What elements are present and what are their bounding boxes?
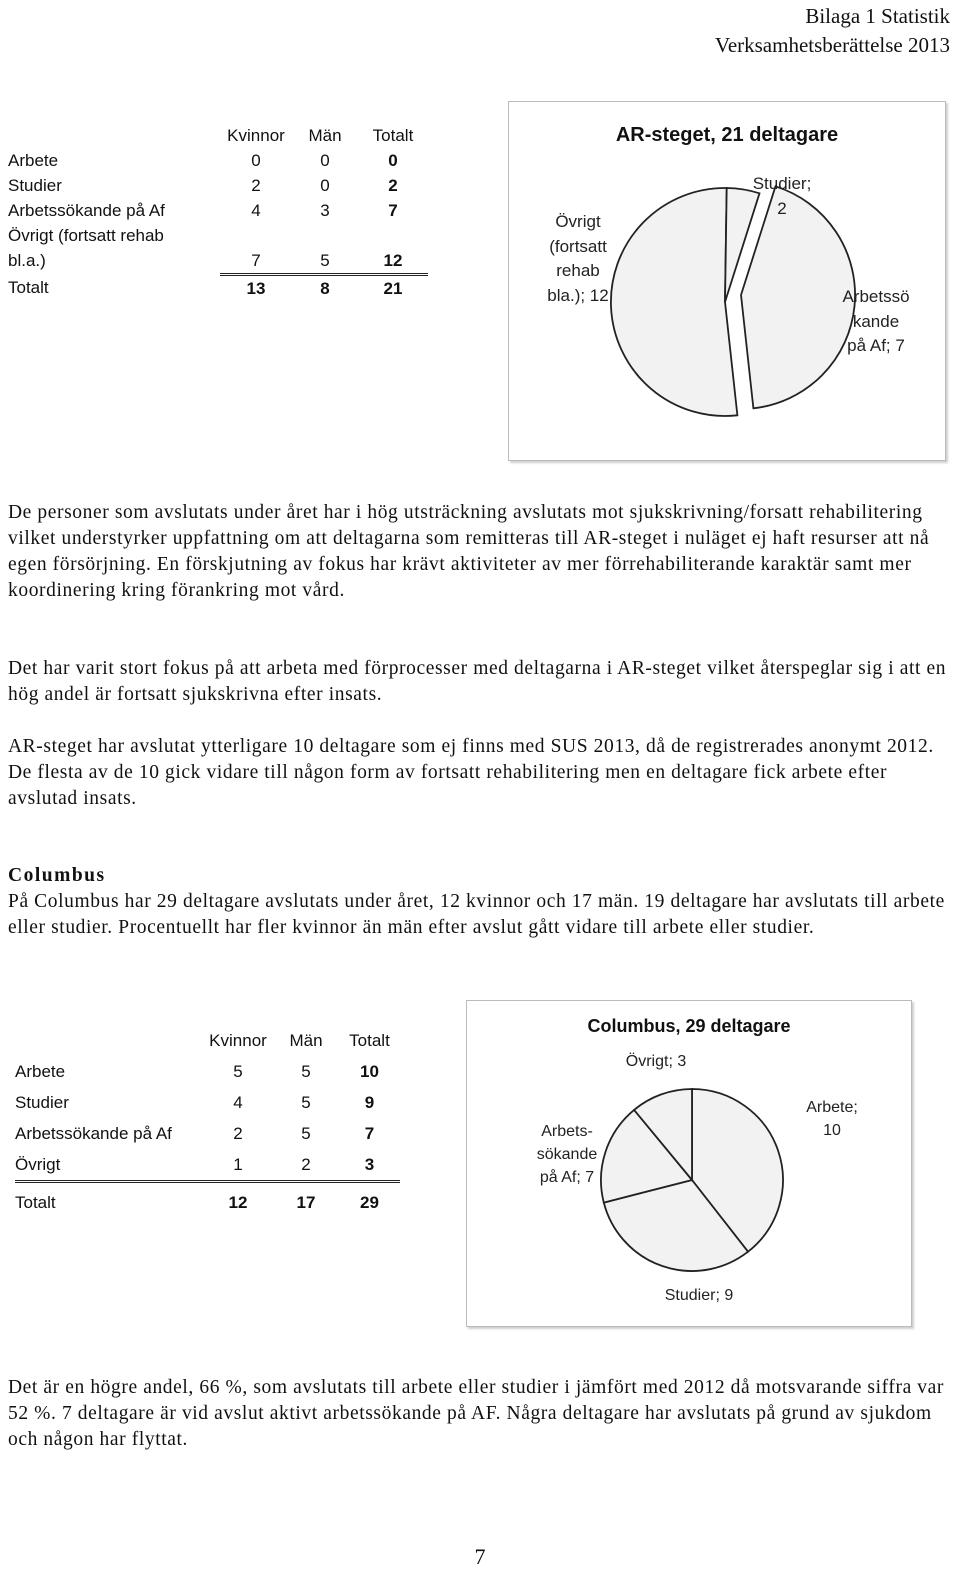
cell-value: 0	[320, 175, 330, 195]
column-header: Kvinnor	[209, 1030, 267, 1050]
cell-value: 10	[360, 1061, 379, 1081]
table-row	[8, 248, 428, 275]
chart-title: Columbus, 29 deltagare	[587, 1016, 791, 1036]
table-header-row	[15, 1025, 400, 1056]
page-header	[715, 2, 950, 60]
column-header: Totalt	[372, 125, 414, 145]
cell-value: 4	[233, 1092, 243, 1112]
table-row	[15, 1118, 400, 1149]
columbus-chart	[466, 1000, 912, 1327]
cell-value: 3	[320, 200, 330, 220]
ar-steget-chart	[508, 101, 946, 461]
cell-value: 5	[301, 1061, 311, 1081]
chart-title: AR-steget, 21 deltagare	[615, 124, 839, 146]
row-label: Övrigt	[15, 1149, 203, 1182]
cell-value: 0	[388, 150, 398, 170]
cell-value: 0	[320, 150, 330, 170]
table-row	[15, 1149, 400, 1182]
paragraph: Det har varit stort fokus på att arbeta med förprocesser med deltagarna i AR-steget vilket återspeglar sig i att en hög andel är fortsatt sjukskrivna efter insats.	[8, 658, 947, 705]
table-row	[8, 148, 428, 173]
table-row	[15, 1087, 400, 1118]
cell-value: 7	[220, 248, 292, 275]
cell-value: 21	[383, 278, 403, 298]
table-header-row	[8, 123, 428, 148]
row-label: Arbetssökande på Af	[15, 1123, 172, 1143]
cell-value: 2	[388, 175, 398, 195]
table-row	[8, 173, 428, 198]
section-heading: Columbus	[8, 865, 106, 886]
pie-label-ovrigt: Övrigt (fortsatt rehab bla.); 12	[547, 212, 609, 305]
pie-label-ovrigt: Övrigt; 3	[625, 1053, 687, 1070]
table-total-row	[8, 275, 428, 302]
cell-value: 2	[251, 175, 261, 195]
cell-value: 13	[246, 278, 266, 298]
cell-value: 12	[358, 248, 428, 275]
row-label: Övrigt (fortsatt rehab	[8, 225, 164, 245]
page-number: 7	[474, 1544, 486, 1569]
column-header: Totalt	[349, 1030, 390, 1050]
pie-label-arbetssokande: Arbetssö kande på Af; 7	[842, 287, 910, 356]
paragraph: De personer som avslutats under året har i hög utsträckning avslutats mot sjukskrivning/forsatt rehabilitering vilket understyrker uppfattning om att deltagarna som remitteras till AR-steget i nuläget ej haft resurser att nå egen försörjning. En förskjutning av fokus har krävt aktiviteter av mer förrehabiliterande karaktär samt mer koordinering kring förankring mot vård.	[8, 502, 930, 601]
pie-label-studier: Studier; 9	[664, 1287, 734, 1304]
columbus-table	[15, 1025, 400, 1223]
cell-value: 7	[388, 200, 398, 220]
row-label: Totalt	[8, 277, 49, 297]
header-subtitle: Verksamhetsberättelse 2013	[714, 33, 950, 57]
row-label: Studier	[8, 175, 62, 195]
cell-value: 5	[233, 1061, 243, 1081]
cell-value: 12	[228, 1193, 248, 1212]
pie-label-arbetssokande: Arbets- sökande på Af; 7	[536, 1123, 598, 1187]
row-label: Totalt	[15, 1193, 56, 1212]
row-label: bl.a.)	[8, 251, 46, 271]
cell-value: 17	[296, 1193, 316, 1212]
paragraph: Det är en högre andel, 66 %, som avslutats till arbete eller studier i jämfört med 2012 då motsvarande siffra var 52 %. 7 deltagare är vid avslut aktivt arbetssökande på AF. Några deltagare har avslutats på grund av sjukdom och någon har flyttat.	[8, 1377, 944, 1450]
table-row	[8, 223, 428, 248]
pie-slice-ovrigt	[611, 188, 737, 416]
table-row	[15, 1056, 400, 1087]
cell-value: 29	[360, 1193, 379, 1212]
header-title: Bilaga 1 Statistik	[805, 4, 950, 28]
row-label: Arbete	[8, 150, 59, 170]
row-label: Arbetssökande på Af	[8, 200, 165, 220]
paragraph: AR-steget har avslutat ytterligare 10 deltagare som ej finns med SUS 2013, då de registrerades anonymt 2012. De flesta av de 10 gick vidare till någon form av fortsatt rehabilitering men en deltagare fick arbete efter avslutad insats.	[8, 736, 934, 809]
cell-value: 5	[292, 248, 358, 275]
cell-value: 2	[233, 1123, 243, 1143]
cell-value: 3	[339, 1149, 400, 1182]
table-row	[8, 198, 428, 223]
cell-value: 8	[320, 278, 330, 298]
cell-value: 5	[301, 1092, 311, 1112]
ar-steget-table	[8, 123, 428, 301]
column-header: Män	[289, 1030, 323, 1050]
paragraph: På Columbus har 29 deltagare avslutats under året, 12 kvinnor och 17 män. 19 deltagare har avslutats till arbete eller studier. Procentuellt har fler kvinnor än män efter avslut gått vidare till arbete eller studier.	[8, 891, 945, 938]
cell-value: 5	[301, 1123, 311, 1143]
cell-value: 9	[364, 1092, 375, 1112]
column-header: Män	[308, 125, 342, 145]
table-total-row	[15, 1182, 400, 1224]
cell-value: 0	[251, 150, 261, 170]
column-header: Kvinnor	[227, 125, 285, 145]
pie-label-arbete: Arbete; 10	[806, 1099, 858, 1140]
row-label: Studier	[15, 1092, 69, 1112]
row-label: Arbete	[15, 1061, 66, 1081]
cell-value: 1	[203, 1149, 273, 1182]
pie-label-studier: Studier; 2	[752, 174, 812, 218]
cell-value: 2	[273, 1149, 339, 1182]
cell-value: 4	[251, 200, 261, 220]
cell-value: 7	[364, 1123, 375, 1143]
